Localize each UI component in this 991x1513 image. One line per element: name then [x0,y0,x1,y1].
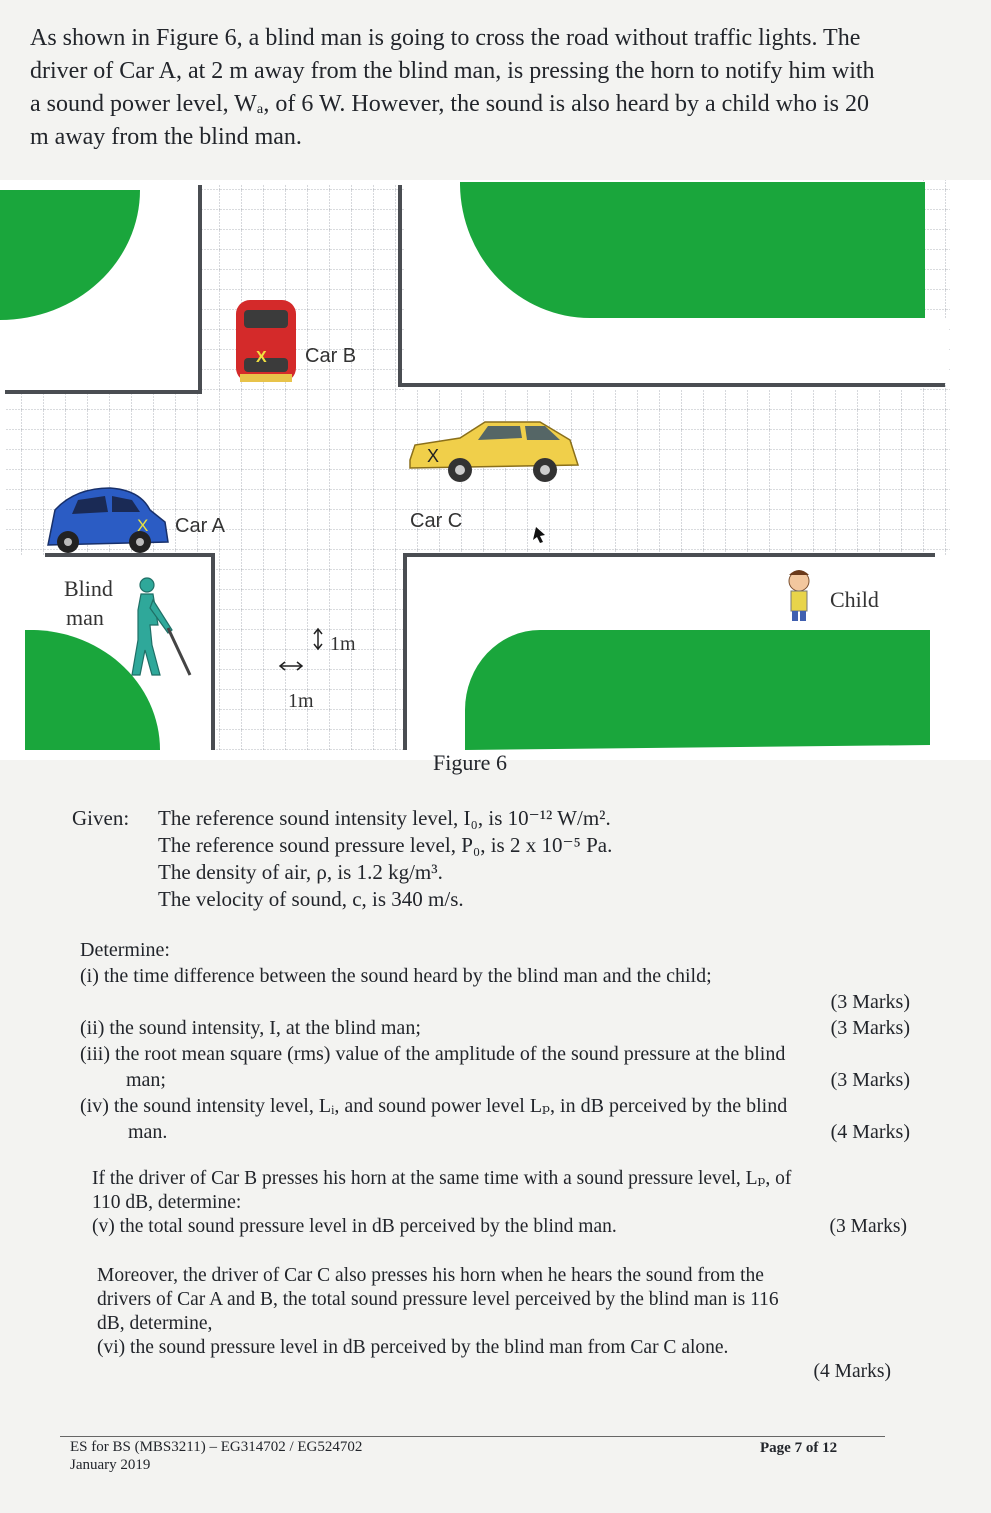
part-v-line2: 110 dB, determine: [92,1192,242,1213]
determine-heading: Determine: [80,939,170,961]
question-iv: (iv) the sound intensity level, Lᵢ, and sound power level Lₚ, in dB perceived by the blind [80,1095,788,1117]
part-vi-section [97,1264,897,1384]
car-b-label: Car B [305,345,357,367]
footer-divider [60,1436,885,1437]
question-vi: (vi) the sound pressure level in dB perceived by the blind man from Car C alone. [97,1337,729,1358]
given-label: Given: [72,806,130,830]
car-c-x-mark: X [427,446,440,466]
footer-course: ES for BS (MBS3211) – EG314702 / EG524702 [70,1439,363,1455]
car-a-x-mark: X [137,516,149,535]
given-line: The reference sound pressure level, P₀, is 2 x 10⁻⁵ Pa. [158,833,613,857]
green-corner-top-right [460,182,925,318]
road-diagram [0,170,991,760]
question-iv-marks: (4 Marks) [830,1121,910,1143]
page-number: Page 7 of 12 [760,1440,838,1456]
blind-man-label-line1: Blind [64,576,113,601]
question-v: (v) the total sound pressure level in dB perceived by the blind man. [92,1216,617,1237]
intro-line: m away from the blind man. [30,124,302,150]
scale-horizontal-label: 1m [288,690,314,712]
determine-section [80,937,910,1145]
question-v-marks: (3 Marks) [829,1216,907,1237]
question-ii: (ii) the sound intensity, I, at the blind man; [80,1017,421,1039]
question-iii-cont: man; [126,1069,166,1091]
part-v-section [92,1167,907,1239]
question-iv-cont: man. [128,1121,168,1143]
given-line: The reference sound intensity level, I₀, is 10⁻¹² W/m². [158,806,611,830]
child-label: Child [830,587,879,612]
blind-man-label-line2: man [66,605,104,630]
question-i-marks: (3 Marks) [830,991,910,1013]
intro-line: As shown in Figure 6, a blind man is going to cross the road without traffic lights. The [30,25,861,51]
car-a-label: Car A [175,515,226,537]
given-line: The density of air, ρ, is 1.2 kg/m³. [158,860,443,884]
part-vi-line1: Moreover, the driver of Car C also presses his horn when he hears the sound from the [97,1265,764,1286]
given-section [72,805,772,915]
car-c-label: Car C [410,510,463,532]
problem-intro [30,22,965,154]
figure-6 [0,170,991,760]
question-iii: (iii) the root mean square (rms) value of the amplitude of the sound pressure at the blind [80,1043,786,1065]
intro-line: a sound power level, Wₐ, of 6 W. However, the sound is also heard by a child who is 20 [30,91,870,117]
part-vi-line3: dB, determine, [97,1313,213,1334]
question-iii-marks: (3 Marks) [830,1069,910,1091]
intro-line: driver of Car A, at 2 m away from the blind man, is pressing the horn to notify him with [30,58,875,84]
footer-left [70,1438,362,1474]
part-vi-line2: drivers of Car A and B, the total sound pressure level perceived by the blind man is 116 [97,1289,779,1310]
question-ii-marks: (3 Marks) [830,1017,910,1039]
footer-date: January 2019 [70,1457,151,1473]
question-i: (i) the time difference between the sound heard by the blind man and the child; [80,965,712,987]
figure-caption: Figure 6 [433,750,507,775]
green-corner-bottom-right [465,630,930,750]
question-vi-marks: (4 Marks) [813,1361,891,1382]
given-line: The velocity of sound, c, is 340 m/s. [158,887,464,911]
scale-vertical-label: 1m [330,633,356,655]
car-b-x-mark: X [256,349,267,366]
part-v-line1: If the driver of Car B presses his horn at the same time with a sound pressure level, Lₚ, of [92,1168,792,1189]
